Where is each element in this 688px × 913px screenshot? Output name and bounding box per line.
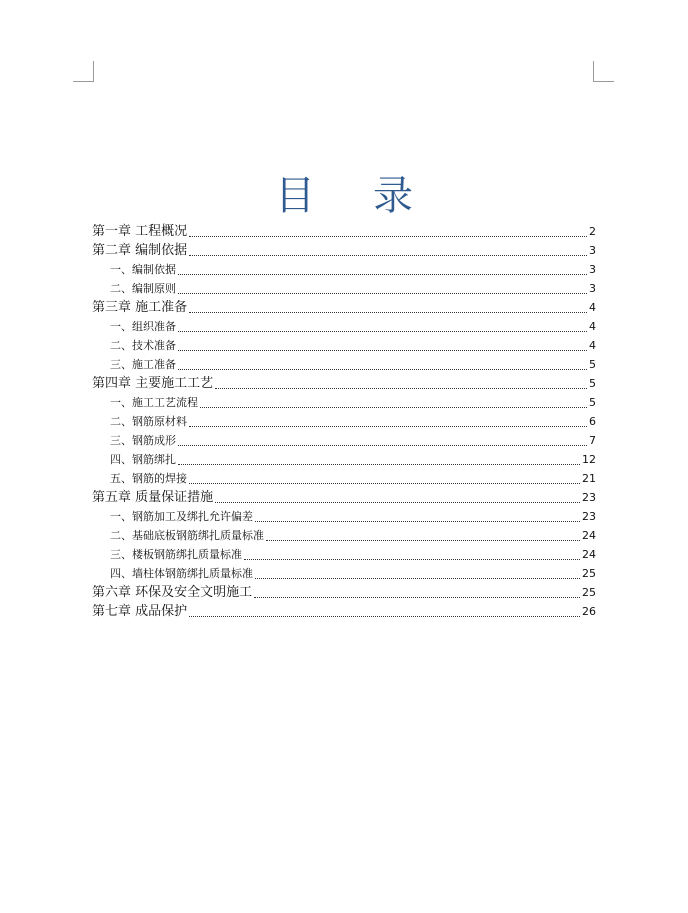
toc-entry-page-number: 5: [589, 377, 596, 390]
toc-dot-leader: [178, 463, 580, 465]
toc-dot-leader: [189, 425, 587, 427]
page-corner-mark-top-left: [73, 61, 94, 82]
toc-entry-label: 第五章 质量保证措施: [92, 490, 214, 505]
toc-dot-leader: [200, 406, 587, 408]
toc-entry-label: 第四章 主要施工工艺: [92, 376, 214, 391]
toc-entry-label: 第三章 施工准备: [92, 300, 188, 315]
toc-entry-page-number: 4: [589, 301, 596, 314]
toc-dot-leader: [215, 501, 580, 503]
page-corner-mark-top-right: [593, 61, 614, 82]
toc-entry[interactable]: [110, 260, 596, 279]
toc-title: [0, 170, 688, 222]
toc-entry-label: 第二章 编制依据: [92, 243, 188, 258]
toc-dot-leader: [178, 349, 587, 351]
toc-entry[interactable]: [92, 374, 596, 393]
toc-entry-page-number: 12: [582, 453, 596, 466]
toc-entry[interactable]: [110, 317, 596, 336]
toc-dot-leader: [255, 520, 580, 522]
toc-entry[interactable]: [110, 279, 596, 298]
toc-entry-label: 一、编制依据: [110, 263, 176, 276]
toc-entry[interactable]: [92, 298, 596, 317]
toc-dot-leader: [189, 482, 580, 484]
toc-entry-label: 三、楼板钢筋绑扎质量标准: [110, 548, 242, 561]
toc-entry-page-number: 2: [589, 225, 596, 238]
toc-entry-label: 五、钢筋的焊接: [110, 472, 187, 485]
toc-entry-label: 四、钢筋绑扎: [110, 453, 176, 466]
toc-entry[interactable]: [110, 393, 596, 412]
toc-entry[interactable]: [92, 583, 596, 602]
toc-entry[interactable]: [92, 602, 596, 621]
toc-entry[interactable]: [110, 564, 596, 583]
toc-dot-leader: [178, 273, 587, 275]
toc-entry-label: 第六章 环保及安全文明施工: [92, 585, 253, 600]
toc-entry-label: 二、基础底板钢筋绑扎质量标准: [110, 529, 264, 542]
toc-entry-label: 第一章 工程概况: [92, 224, 188, 239]
toc-dot-leader: [178, 292, 587, 294]
toc-entry-page-number: 26: [582, 605, 596, 618]
toc-entry-label: 四、墙柱体钢筋绑扎质量标准: [110, 567, 253, 580]
toc-entry-page-number: 5: [589, 358, 596, 371]
toc-entry[interactable]: [110, 545, 596, 564]
toc-dot-leader: [189, 254, 587, 256]
toc-entry-label: 一、钢筋加工及绑扎允许偏差: [110, 510, 253, 523]
toc-entry-label: 三、施工准备: [110, 358, 176, 371]
toc-dot-leader: [244, 558, 580, 560]
toc-entry[interactable]: [110, 450, 596, 469]
toc-entry-page-number: 25: [582, 586, 596, 599]
toc-dot-leader: [189, 235, 587, 237]
toc-entry[interactable]: [92, 488, 596, 507]
toc-entry[interactable]: [92, 241, 596, 260]
toc-entry-label: 二、技术准备: [110, 339, 176, 352]
toc-entry-page-number: 21: [582, 472, 596, 485]
toc-entry-page-number: 7: [589, 434, 596, 447]
toc-entry[interactable]: [110, 526, 596, 545]
toc-entry-label: 第七章 成品保护: [92, 604, 188, 619]
toc-dot-leader: [255, 577, 580, 579]
toc-entry-page-number: 3: [589, 282, 596, 295]
toc-entry-page-number: 5: [589, 396, 596, 409]
toc-entry[interactable]: [110, 412, 596, 431]
toc-entry[interactable]: [110, 336, 596, 355]
toc-entry[interactable]: [110, 469, 596, 488]
toc-entry-page-number: 3: [589, 263, 596, 276]
toc-entry-label: 一、组织准备: [110, 320, 176, 333]
toc-dot-leader: [189, 311, 587, 313]
toc-title-char-1: 目: [275, 173, 315, 219]
toc-dot-leader: [178, 444, 587, 446]
toc-entry[interactable]: [110, 355, 596, 374]
toc-entry-page-number: 23: [582, 510, 596, 523]
toc-title-char-2: 录: [373, 173, 413, 219]
toc-dot-leader: [266, 539, 580, 541]
toc-entry[interactable]: [110, 431, 596, 450]
toc-entry[interactable]: [110, 507, 596, 526]
toc-entry-label: 二、编制原则: [110, 282, 176, 295]
toc-entry-page-number: 4: [589, 320, 596, 333]
toc-entry-page-number: 6: [589, 415, 596, 428]
toc-entry-page-number: 4: [589, 339, 596, 352]
toc-entry-label: 三、钢筋成形: [110, 434, 176, 447]
toc-entry-label: 二、钢筋原材料: [110, 415, 187, 428]
toc-entry-page-number: 24: [582, 548, 596, 561]
toc-entry-page-number: 25: [582, 567, 596, 580]
toc-dot-leader: [189, 615, 580, 617]
toc-entry-page-number: 3: [589, 244, 596, 257]
toc-entry-label: 一、施工工艺流程: [110, 396, 198, 409]
toc-entry-page-number: 23: [582, 491, 596, 504]
toc-dot-leader: [215, 387, 587, 389]
toc-entry-page-number: 24: [582, 529, 596, 542]
toc-dot-leader: [178, 330, 587, 332]
toc-dot-leader: [254, 596, 580, 598]
toc-dot-leader: [178, 368, 587, 370]
toc-entry[interactable]: [92, 222, 596, 241]
